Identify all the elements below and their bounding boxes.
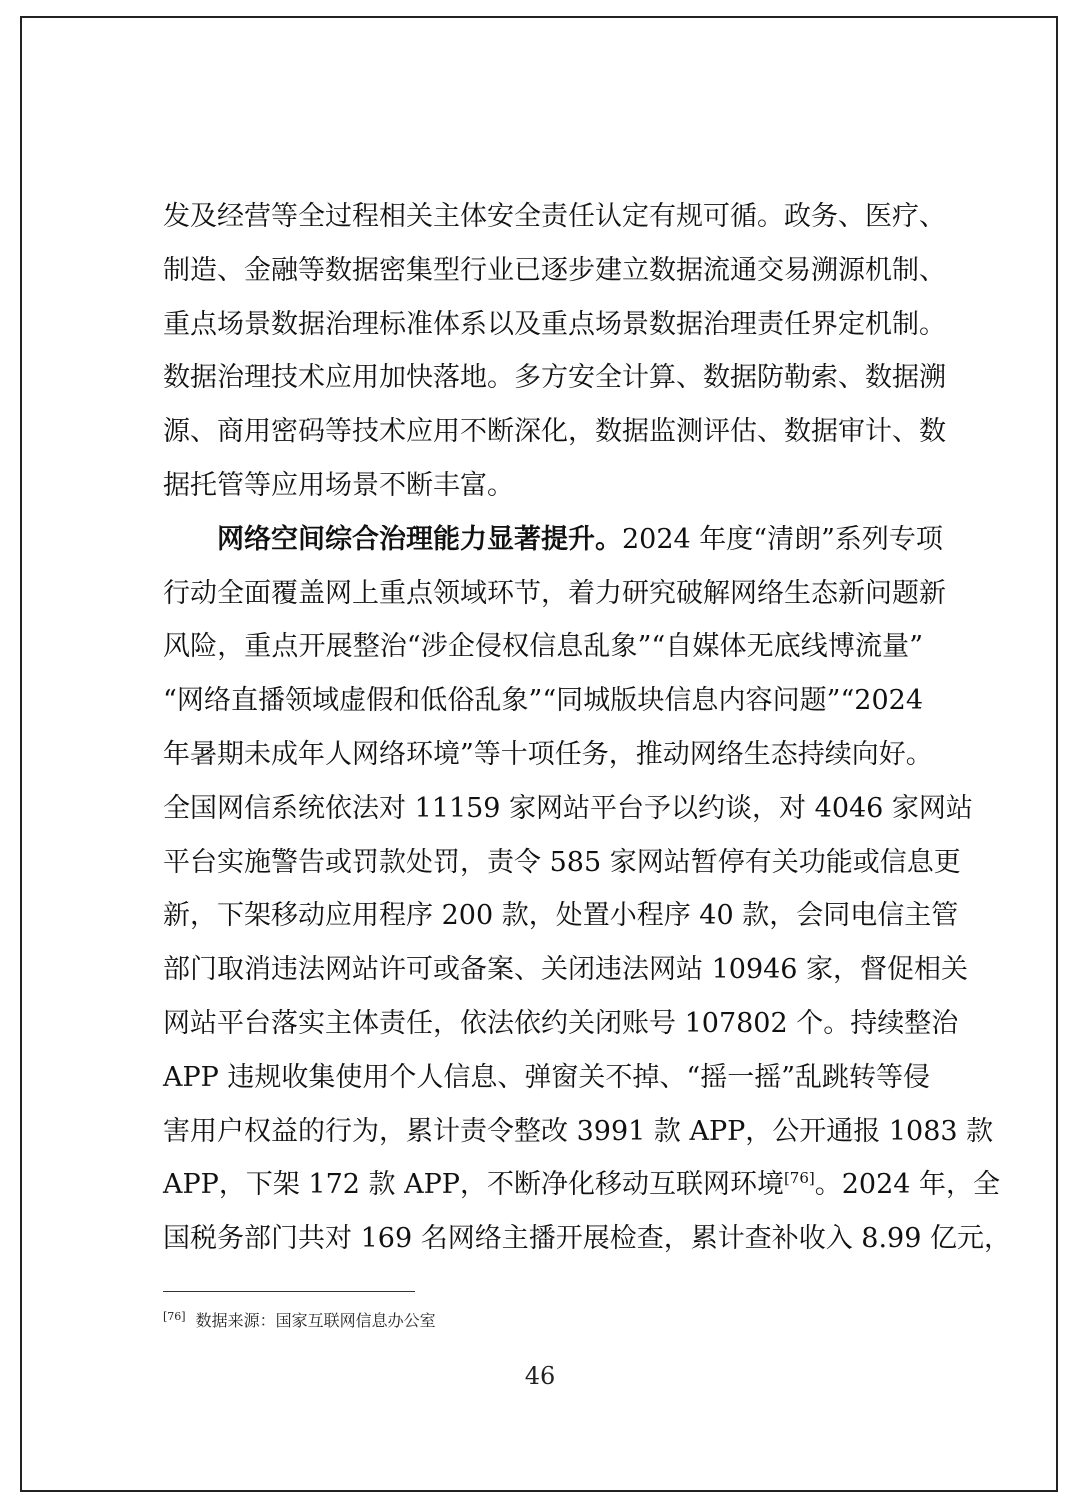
text-line: 新，下架移动应用程序 200 款，处置小程序 40 款，会同电信主管 xyxy=(163,900,959,932)
text-line: 平台实施警告或罚款处罚，责令 585 家网站暂停有关功能或信息更 xyxy=(163,846,961,878)
text-line: 数据治理技术应用加快落地。多方安全计算、数据防勒索、数据溯 xyxy=(163,362,946,394)
text-line: 国税务部门共对 169 名网络主播开展检查，累计查补收入 8.99 亿元， xyxy=(163,1223,1011,1255)
text-line: APP 违规收集使用个人信息、弹窗关不掉、“摇一摇”乱跳转等侵 xyxy=(163,1061,931,1093)
text-line: 年暑期未成年人网络环境”等十项任务，推动网络生态持续向好。 xyxy=(163,738,933,770)
footnote-mark: [76] xyxy=(163,1309,186,1323)
footnote-reference[interactable]: [76] xyxy=(783,1169,815,1188)
paragraph-heading-line xyxy=(163,513,943,567)
text-line: 行动全面覆盖网上重点领域环节，着力研究破解网络生态新问题新 xyxy=(163,577,946,609)
text-line: 源、商用密码等技术应用不断深化，数据监测评估、数据审计、数 xyxy=(163,416,946,448)
footnote-text: 数据来源：国家互联网信息办公室 xyxy=(195,1311,436,1330)
body-text xyxy=(163,190,1011,1266)
text-line: “网络直播领域虚假和低俗乱象”“同城版块信息内容问题”“2024 xyxy=(163,685,923,717)
text-line: 风险，重点开展整治“涉企侵权信息乱象”“自媒体无底线博流量” xyxy=(163,631,923,663)
text-line: 部门取消违法网站许可或备案、关闭违法网站 10946 家，督促相关 xyxy=(163,954,969,986)
text-line: 害用户权益的行为，累计责令整改 3991 款 APP，公开通报 1083 款 xyxy=(163,1115,994,1147)
text-line: 发及经营等全过程相关主体安全责任认定有规可循。政务、医疗、 xyxy=(163,201,946,232)
line-text-before-ref: APP，下架 172 款 APP，不断净化移动互联网环境 xyxy=(163,1169,784,1201)
page-number: 46 xyxy=(524,1362,556,1390)
footnote xyxy=(163,1308,436,1331)
footnote-divider xyxy=(163,1291,415,1292)
line-text-after-ref: 。2024 年，全 xyxy=(814,1169,1001,1201)
paragraph-heading: 网络空间综合治理能力显著提升。 xyxy=(217,523,622,555)
text-line-with-footnote-ref xyxy=(163,1158,1001,1212)
heading-line-rest: 2024 年度“清朗”系列专项 xyxy=(622,523,943,555)
text-line: 据托管等应用场景不断丰富。 xyxy=(163,469,514,501)
text-line: 重点场景数据治理标准体系以及重点场景数据治理责任界定机制。 xyxy=(163,308,946,340)
text-line: 制造、金融等数据密集型行业已逐步建立数据流通交易溯源机制、 xyxy=(163,254,946,286)
text-line: 网站平台落实主体责任，依法依约关闭账号 107802 个。持续整治 xyxy=(163,1007,959,1039)
text-line: 全国网信系统依法对 11159 家网站平台予以约谈，对 4046 家网站 xyxy=(163,792,973,824)
